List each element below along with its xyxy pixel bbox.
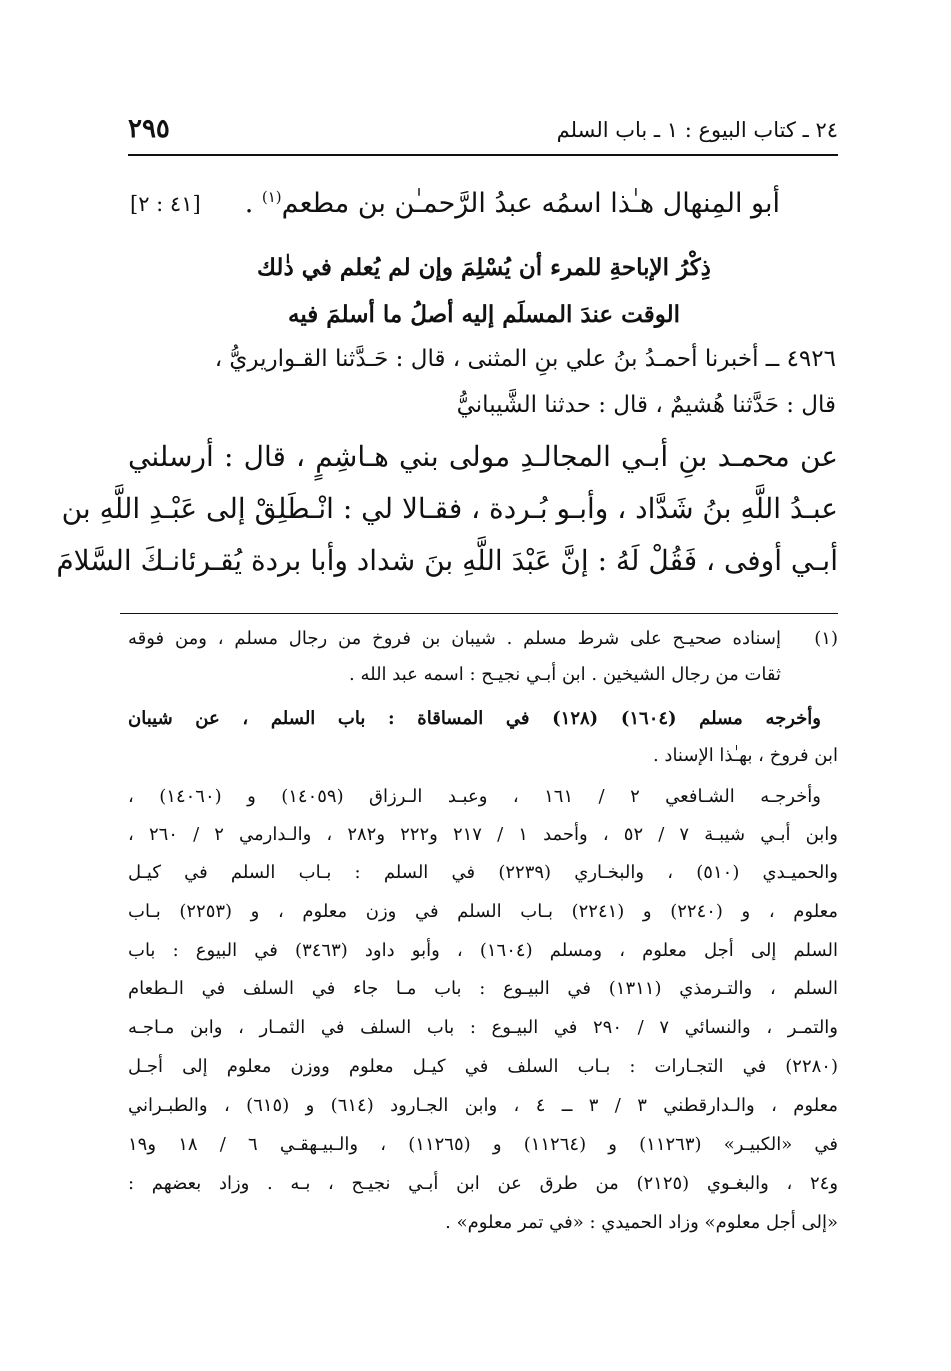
footnote-line: وابن أبـي شيبـة ٧ / ٥٢ ، وأحمد ١ / ٢١٧ و٢٢٢ و٢٨٢ ، والـدارمي ٢ / ٢٦٠ ، [128,824,838,845]
header-divider [128,154,838,156]
matn-line-1: عن محمـد بنِ أبـي المجالـدِ مولى بني هـاشِمٍ ، قال : أرسلني [128,440,838,473]
footnote-number: (١) [814,628,838,649]
footnote-line: السلم إلى أجل معلوم ، ومسلم (١٦٠٤) ، وأبو داود (٣٤٦٣) في البيوع : باب [128,940,839,961]
matn-line-3: أبـي أوفى ، فَقُلْ لَهُ : إنَّ عَبْدَ اللَّهِ بنَ شداد وأبا بردة يُقـرئانـكَ السَّلامَ [56,544,838,577]
footnote-line: ابن فروخ ، بهـٰذا الإسناد . [652,745,838,766]
header-title: ٢٤ ـ كتاب البيوع : ١ ـ باب السلم [556,118,838,142]
isnad-line-2: قال : حَدَّثنا هُشيمٌ ، قال : حدثنا الشَّيبانيُّ [456,392,836,418]
intro-end: . [244,188,262,219]
footnote-line: وأخرجه مسلم (١٦٠٤) (١٢٨) في المساقاة : باب السلم ، عن شيبان [128,708,821,729]
footnote-line: والتمـر ، والنسائي ٧ / ٢٩٠ في البيـوع : باب السلف في الثمـار ، وابن مـاجـه [128,1017,838,1038]
chapter-heading-line-1: ذِكْرُ الإباحةِ للمرء أن يُسْلِمَ وإن لم يُعلم في ذٰلك [257,254,711,281]
chapter-heading-line-2: الوقت عندَ المسلَم إليه أصلُ ما أسلمَ فيه [288,301,680,328]
footnote-line: ثقات من رجال الشيخين . ابن أبـي نجيـح : اسمه عبد الله . [349,664,781,685]
footnote-line: معلوم ، والـدارقطني ٣ / ٣ ــ ٤ ، وابن الجـارود (٦١٤) و (٦١٥) ، والطبـراني [128,1095,838,1116]
intro-sentence: أبو المِنهال هـٰذا اسمُه عبدُ الرَّحمـٰن بن مطعم [281,188,780,219]
intro-text [245,188,780,219]
footnote-line: و٢٤ ، والبغـوي (٢١٢٥) من طرق عن ابن أبـي نجيـح ، بـه . وزاد بعضهم : [128,1173,839,1194]
isnad-line-1: ٤٩٢٦ ــ أخبرنا أحمـدُ بنُ علي بنِ المثنى ، قال : حَـدَّثنا القـواريريُّ ، [214,346,836,372]
running-header [128,112,838,152]
footnote-divider [120,613,838,614]
footnote-line: والحميـدي (٥١٠) ، والبخـاري (٢٢٣٩) في السلم : بـاب السلم في كيـل [128,862,838,883]
footnote-line: إسناده صحيـح على شرط مسلم . شيبان بن فروخ من رجال مسلم ، ومن فوقه [128,628,781,649]
matn-line-2: عبـدُ اللَّهِ بنُ شَدَّاد ، وأبـو بُـردة ، فقـالا لي : انْـطَلِقْ إلى عَبْـدِ اللَّهِ بن [61,492,838,525]
footnote-line: «إلى أجل معلوم» وزاد الحميدي : «في تمر معلوم» . [445,1212,838,1233]
page-number: ٢٩٥ [128,114,170,144]
footnote-marker: (١) [261,188,282,206]
footnote-line: في «الكبيـر» (١١٢٦٣) و (١١٢٦٤) و (١١٢٦٥) ، والـبيـهقـي ٦ / ١٨ و١٩ [128,1134,838,1155]
intro-line [130,188,780,236]
footnote-line: وأخرجـه الشـافعي ٢ / ١٦١ ، وعبـد الـرزاق (١٤٠٥٩) و (١٤٠٦٠) ، [128,786,822,807]
footnote-line: معلوم ، و (٢٢٤٠) و (٢٢٤١) بـاب السلم في وزن معلوم ، و (٢٢٥٣) بـاب [128,901,839,922]
footnote-line: السلم ، والتـرمذي (١٣١١) في البيـوع : باب مـا جاء في السلف في الـطعام [128,978,838,999]
footnote-line: (٢٢٨٠) في التجـارات : بـاب السلف في كيـل معلوم ووزن معلوم إلى أجـل [128,1056,838,1077]
reference-tag: [٤١ : ٢] [130,192,201,216]
